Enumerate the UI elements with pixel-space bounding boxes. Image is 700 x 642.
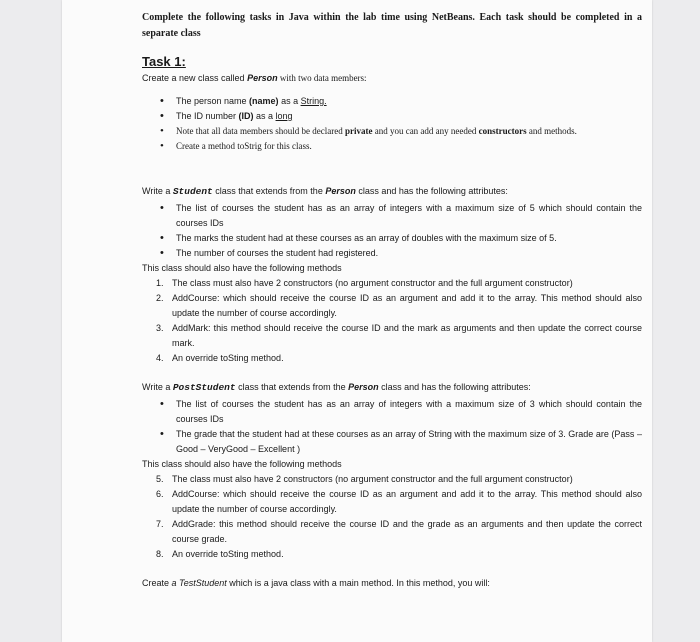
student-attributes-list [142,201,642,261]
list-item: • The list of courses the student has as an array of integers with a maximum size of 3 which should contain the courses IDs [160,398,642,424]
document-page [62,0,652,642]
task-1-description: Create a new class called Person with two data members: [142,73,367,83]
list-item: 8. An override toSting method. [156,549,284,559]
person-members-list [142,94,642,154]
left-gutter [0,0,62,642]
list-item: • The number of courses the student had registered. [160,247,379,259]
test-student-description: Create a TestStudent which is a java class with a main method. In this method, you will: [142,578,490,588]
student-methods-intro: This class should also have the following methods [142,263,342,273]
student-methods-list [142,276,642,366]
list-item: • The person name (name) as a String. [160,95,327,107]
list-item: 4. An override toSting method. [156,353,284,363]
list-item: 5. The class must also have 2 constructors (no argument constructor and the full argument constructor) [156,474,573,484]
intro-paragraph: Complete the following tasks in Java within the lab time using NetBeans. Each task should be completed in a separate class [142,12,642,39]
list-item: 1. The class must also have 2 constructors (no argument constructor and the full argument constructor) [156,278,573,288]
list-item: • The grade that the student had at these courses as an array of String with the maximum size of 3. Grade are (Pass – Good – VeryGood – Excellent ) [160,428,642,454]
poststudent-class-description: Write a PostStudent class that extends from the Person class and has the following attributes: [142,382,531,393]
poststudent-methods-intro: This class should also have the following methods [142,459,342,469]
right-gutter [652,0,700,642]
list-item: • Note that all data members should be declared private and you can add any needed constructors and methods. [160,125,577,137]
document-body [142,10,642,591]
list-item: 3. AddMark: this method should receive the course ID and the mark as arguments and then update the correct course mark. [156,323,642,348]
poststudent-methods-list [142,472,642,562]
list-item: • The ID number (ID) as a long [160,110,293,122]
list-item: • Create a method toStrig for this class. [160,140,312,152]
list-item: 6. AddCourse: which should receive the course ID as an argument and add it to the array. This method should also update the number of course accordingly. [156,489,642,514]
list-item: 7. AddGrade: this method should receive the course ID and the grade as an arguments and then update the correct course grade. [156,519,642,544]
list-item: 2. AddCourse: which should receive the course ID as an argument and add it to the array. This method should also update the number of course accordingly. [156,293,642,318]
list-item: • The list of courses the student has as an array of integers with a maximum size of 5 which should contain the courses IDs [160,202,642,228]
list-item: • The marks the student had at these courses as an array of doubles with the maximum size of 5. [160,232,557,244]
poststudent-attributes-list [142,397,642,457]
task-1-heading: Task 1: [142,54,186,69]
student-class-description: Write a Student class that extends from the Person class and has the following attributes: [142,186,508,197]
